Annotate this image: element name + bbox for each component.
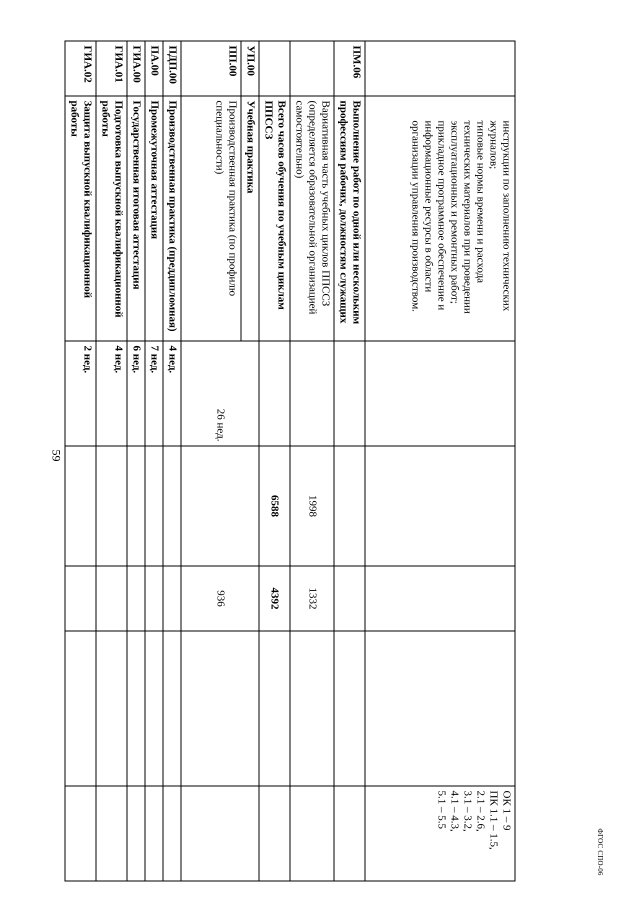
hours-total-cell [181, 446, 259, 566]
discipline-cell [365, 631, 515, 786]
row-text: Выполнение работ по одной или нескольким профессиям рабочих, должностям служащих [334, 96, 365, 341]
row-text: Производственная практика (преддипломная) [163, 96, 181, 341]
row-text: Защита выпускной квалификационной работы [65, 96, 96, 341]
footer-label: ФГОС СПО-06 [596, 828, 604, 876]
table-row [334, 41, 365, 881]
hours-class-cell [127, 566, 145, 631]
table-row [163, 41, 181, 881]
hours-total-cell [334, 446, 365, 566]
competencies-cell [127, 786, 145, 881]
row-text: Подготовка выпускной квалификационной работы [96, 96, 127, 341]
row-text [365, 96, 515, 341]
row-code: ПДП.00 [163, 41, 181, 96]
row-text: Производственная практика (по профилю специальности) [181, 96, 241, 341]
table-row [241, 41, 259, 881]
discipline-cell [127, 631, 145, 786]
row-code: ПМ.06 [334, 41, 365, 96]
weeks-cell: 4 нед. [96, 341, 127, 446]
competencies-cell [365, 786, 515, 881]
text-line: прикладное программное обеспечение и информационные ресурсы в области организации управления производством. [409, 120, 448, 312]
competency-line: 4.1 – 4.3, [448, 790, 461, 832]
weeks-cell [365, 341, 515, 446]
weeks-cell: 2 нед. [65, 341, 96, 446]
hours-class-cell: 4392 [259, 566, 290, 631]
page-number: 59 [49, 449, 64, 462]
hours-total-cell [145, 446, 163, 566]
competency-line: 5.1 – 5.5 [435, 790, 448, 829]
row-code: ПА.00 [145, 41, 163, 96]
row-text: Промежуточная аттестация [145, 96, 163, 341]
weeks-cell: 6 нед. [127, 341, 145, 446]
row-code [365, 41, 515, 96]
discipline-cell [334, 631, 365, 786]
table-row [127, 41, 145, 881]
row-code: ПП.00 [181, 41, 241, 96]
row-text: Учебная практика [241, 96, 259, 341]
competency-line: ПК 1.1 – 1.5, [487, 790, 500, 850]
hours-class-cell: 936 [181, 566, 259, 631]
competencies-cell [163, 786, 181, 881]
hours-total-cell [96, 446, 127, 566]
hours-class-cell [334, 566, 365, 631]
curriculum-table [65, 41, 516, 882]
competency-line: 3.1 – 3.2, [461, 790, 474, 832]
hours-class-cell [145, 566, 163, 631]
row-text: Вариативная часть учебных циклов ППССЗ (определяется образовательной организацией самостоятельно) [290, 96, 334, 341]
competencies-cell [290, 786, 334, 881]
table-row [259, 41, 290, 881]
discipline-cell [259, 631, 290, 786]
discipline-cell [181, 631, 259, 786]
weeks-cell [334, 341, 365, 446]
discipline-cell [163, 631, 181, 786]
table-row [290, 41, 334, 881]
hours-total-cell [127, 446, 145, 566]
competencies-cell [96, 786, 127, 881]
competencies-cell [181, 786, 259, 881]
hours-total-cell [65, 446, 96, 566]
row-code: УП.00 [241, 41, 259, 96]
hours-total-cell [365, 446, 515, 566]
discipline-cell [290, 631, 334, 786]
row-text: Государственная итоговая аттестация [127, 96, 145, 341]
weeks-cell: 26 нед. [181, 341, 259, 446]
competencies-cell [334, 786, 365, 881]
hours-class-cell: 1332 [290, 566, 334, 631]
table-row [96, 41, 127, 881]
hours-total-cell: 1998 [290, 446, 334, 566]
competencies-cell [259, 786, 290, 881]
hours-class-cell [65, 566, 96, 631]
row-code: ГИА.00 [127, 41, 145, 96]
hours-class-cell [365, 566, 515, 631]
weeks-cell: 4 нед. [163, 341, 181, 446]
row-code: ГИА.01 [96, 41, 127, 96]
weeks-cell: 7 нед. [145, 341, 163, 446]
hours-total-cell: 6588 [259, 446, 290, 566]
text-line: инструкции по заполнению технических журналов; [487, 120, 513, 312]
table-row [65, 41, 96, 881]
hours-total-cell [163, 446, 181, 566]
weeks-cell [290, 341, 334, 446]
weeks-cell [259, 341, 290, 446]
discipline-cell [96, 631, 127, 786]
discipline-cell [65, 631, 96, 786]
text-line: типовые нормы времени и расхода технических материалов при проведении эксплуатационных и ремонтных работ; [448, 120, 487, 314]
table-row [365, 41, 515, 881]
row-code [290, 41, 334, 96]
discipline-cell [145, 631, 163, 786]
competency-line: 2.1 – 2.6, [474, 790, 487, 832]
table-row [145, 41, 163, 881]
hours-class-cell [96, 566, 127, 631]
hours-class-cell [163, 566, 181, 631]
competencies-cell [145, 786, 163, 881]
competencies-cell [65, 786, 96, 881]
competency-line: ОК 1 – 9 [500, 790, 513, 831]
row-code: ГИА.02 [65, 41, 96, 96]
row-text: Всего часов обучения по учебным циклам ППССЗ [259, 96, 290, 341]
row-code [259, 41, 290, 96]
